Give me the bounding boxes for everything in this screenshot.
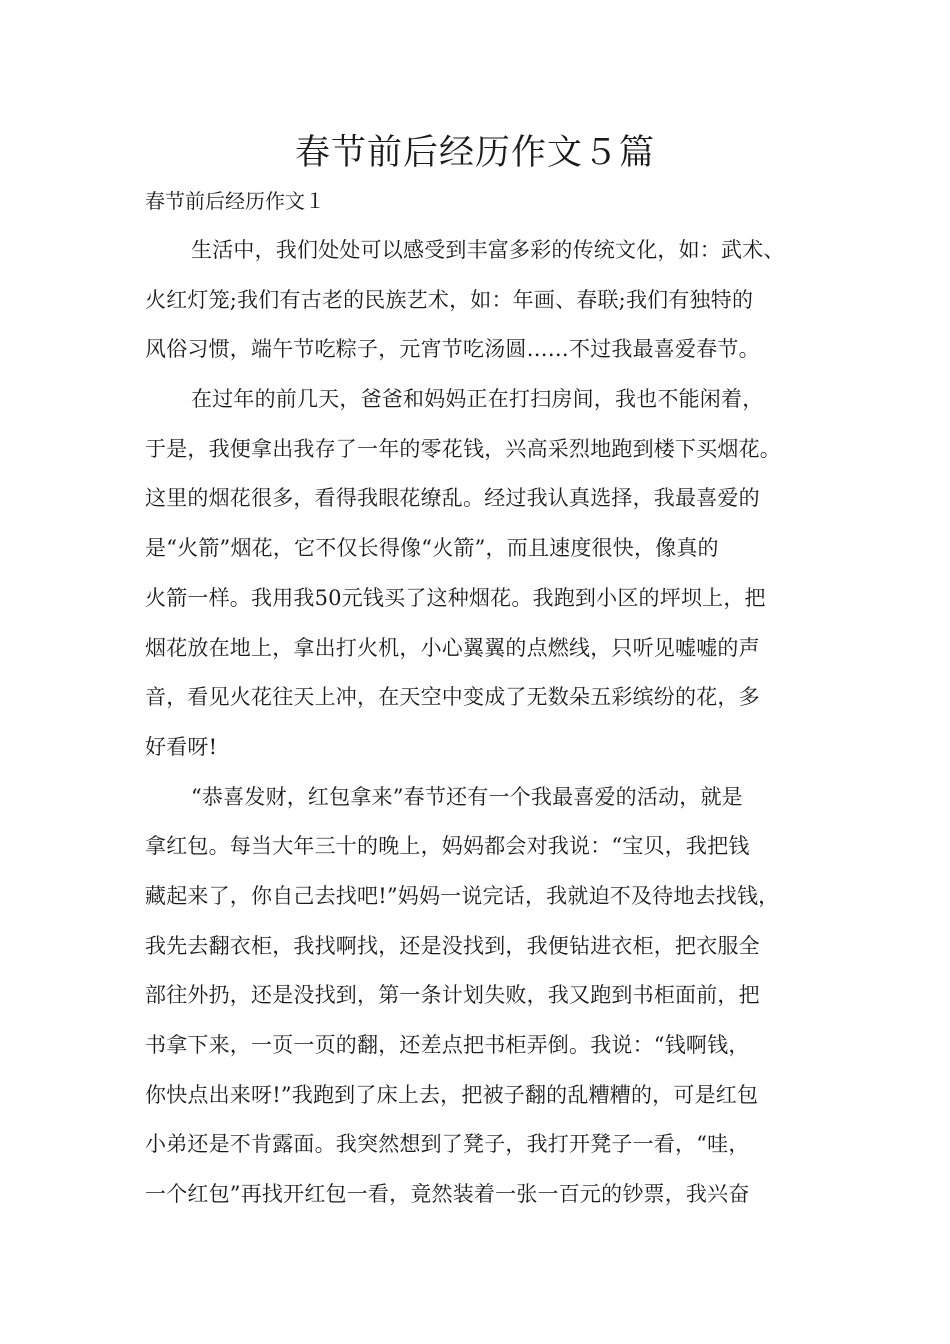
text-line: 生活中，我们处处可以感受到丰富多彩的传统文化，如：武术、 <box>191 238 785 262</box>
section-heading: 春节前后经历作文１ <box>145 189 325 213</box>
text-line: 在过年的前几天，爸爸和妈妈正在打扫房间，我也不能闲着， <box>191 387 764 412</box>
text-line: 拿红包。每当大年三十的晚上，妈妈都会对我说：“宝贝，我把钱 <box>145 834 750 859</box>
text-line: 你快点出来呀!”我跑到了床上去，把被子翻的乱糟糟的，可是红包 <box>145 1082 759 1107</box>
text-line: 书拿下来，一页一页的翻，还差点把书柜弄倒。我说：“钱啊钱， <box>145 1033 750 1057</box>
text-line: 火箭一样。我用我50元钱买了这种烟花。我跑到小区的坪坝上，把 <box>145 585 766 610</box>
text-line: 于是，我便拿出我存了一年的零花钱，兴高采烈地跑到楼下买烟花。 <box>145 436 781 461</box>
text-line: 藏起来了，你自己去找吧!”妈妈一说完话，我就迫不及待地去找钱， <box>145 883 780 908</box>
document-title: 春节前后经历作文５篇 <box>294 133 655 173</box>
text-line: 小弟还是不肯露面。我突然想到了凳子，我打开凳子一看，“哇， <box>145 1132 750 1157</box>
text-line: 好看呀! <box>145 734 218 759</box>
text-line: 这里的烟花很多，看得我眼花缭乱。经过我认真选择，我最喜爱的 <box>145 486 760 511</box>
text-line: 火红灯笼;我们有古老的民族艺术，如：年画、春联;我们有独特的 <box>145 287 754 312</box>
text-line: 一个红包”再找开红包一看，竟然装着一张一百元的钞票，我兴奋 <box>145 1182 750 1207</box>
text-line: 音，看见火花往天上冲，在天空中变成了无数朵五彩缤纷的花，多 <box>145 685 760 710</box>
text-line: 风俗习惯，端午节吃粽子，元宵节吃汤圆……不过我最喜爱春节。 <box>145 337 760 362</box>
text-line: 烟花放在地上，拿出打火机，小心翼翼的点燃线，只听见嘘嘘的声 <box>145 635 760 660</box>
text-line: 是“火箭”烟花，它不仅长得像“火箭”，而且速度很快，像真的 <box>145 536 719 561</box>
text-line: 我先去翻衣柜，我找啊找，还是没找到，我便钻进衣柜，把衣服全 <box>145 933 760 958</box>
text-line: 部往外扔，还是没找到，第一条计划失败，我又跑到书柜面前，把 <box>145 983 760 1008</box>
text-line: “恭喜发财，红包拿来”春节还有一个我最喜爱的活动，就是 <box>191 784 743 809</box>
body-text <box>145 230 810 1224</box>
